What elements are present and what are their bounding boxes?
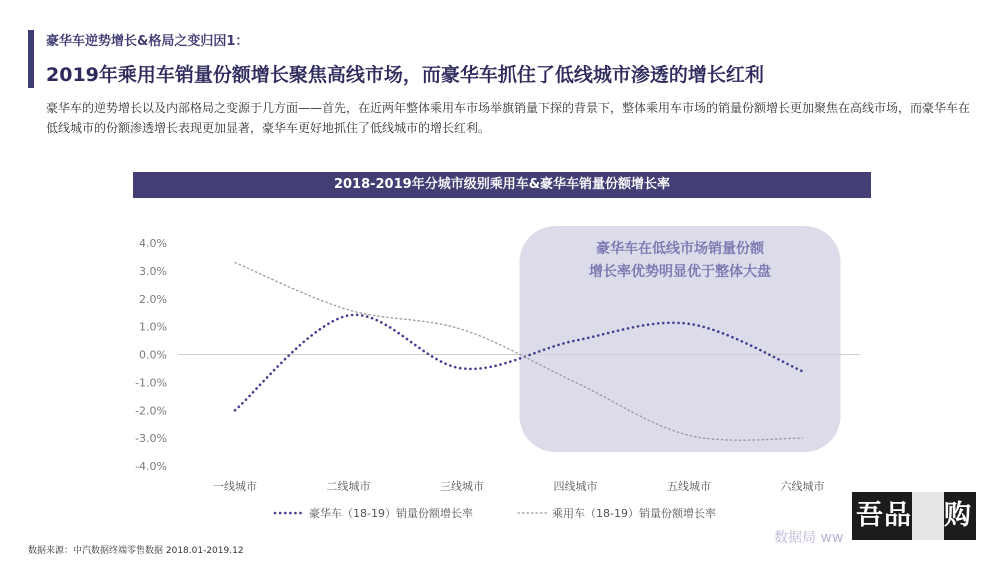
legend [275,506,716,520]
y-tick-label: 3.0% [139,264,167,278]
watermark-logo-right: 购 [944,500,972,531]
annotation-line2: 增长率优势明显优于整体大盘 [589,264,771,280]
highlight-layer [520,226,841,452]
legend-label-1: 豪华车（18-19）销量份额增长率 [309,507,473,520]
watermark-text: 数据局 ww [774,530,844,546]
watermark-logo-left: 吾品 [856,500,912,531]
x-tick-label: 五线城市 [667,480,711,493]
intro-paragraph: 豪华车的逆势增长以及内部格局之变源于几方面——首先，在近两年整体乘用车市场举旗销量下探的背景下，整体乘用车市场的销量份额增长更加聚焦在高线市场，而豪华车在低线城市的份额渗透增长表现更加显著，豪华车更好地抓住了低线城市的增长红利。 [46,101,971,135]
y-tick-label: 2.0% [139,292,167,306]
section-label: 豪华车逆势增长&格局之变归因1： [46,34,249,49]
annotation-line1: 豪华车在低线市场销量份额 [596,241,764,257]
highlight-region [520,226,841,452]
x-axis [213,479,825,493]
chart-title: 2018-2019年分城市级别乘用车&豪华车销量份额增长率 [133,172,871,198]
y-tick-label: -2.0% [135,404,167,418]
y-tick-label: -3.0% [135,432,167,446]
y-tick-label: 4.0% [139,237,167,250]
legend-label-2: 乘用车（18-19）销量份额增长率 [552,507,716,520]
y-tick-label: -1.0% [135,376,167,390]
watermark-logo [852,492,976,540]
x-tick-label: 二线城市 [326,480,371,493]
y-tick-label: -4.0% [135,460,167,473]
y-tick-label: 0.0% [139,348,167,362]
page-title: 2019年乘用车销量份额增长聚焦高线市场，而豪华车抓住了低线城市渗透的增长红利 [46,64,764,86]
data-source-note: 数据来源：中汽数据终端零售数据 2018.01-2019.12 [28,546,244,556]
x-tick-label: 一线城市 [213,480,257,493]
x-tick-label: 六线城市 [780,480,825,493]
y-tick-label: 1.0% [139,320,167,334]
x-tick-label: 三线城市 [440,480,484,493]
x-tick-label: 四线城市 [553,480,598,493]
